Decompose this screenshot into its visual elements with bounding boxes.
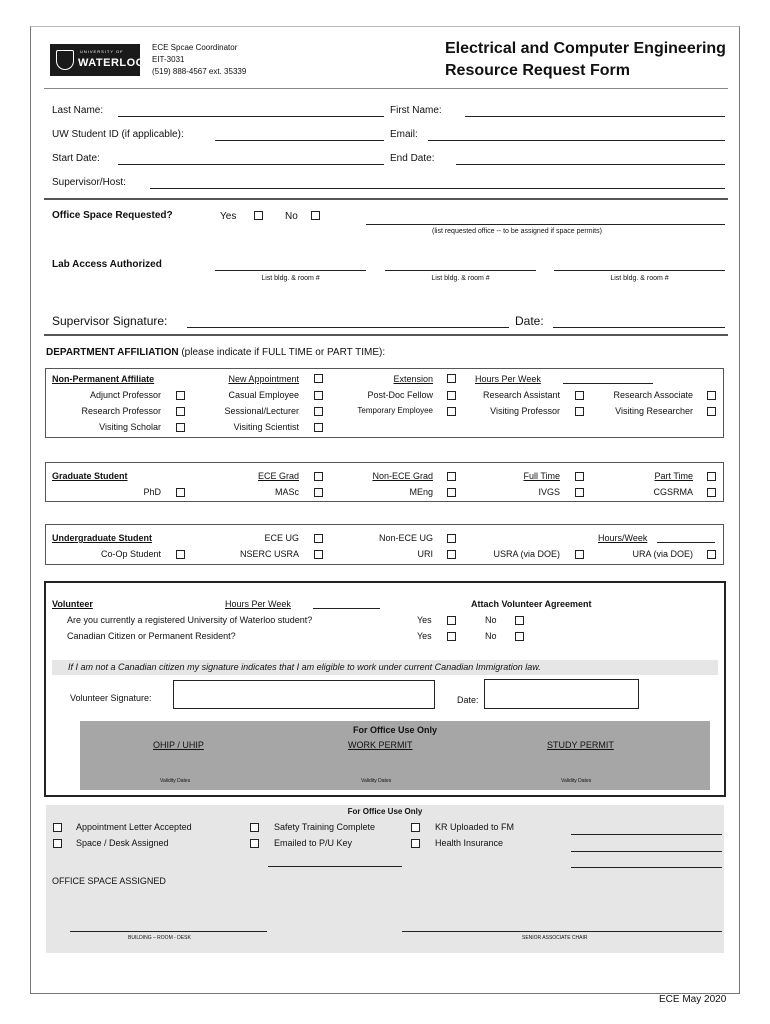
lab-room-field-3[interactable] bbox=[554, 270, 725, 271]
temporary-employee-label: Temporary Employee bbox=[357, 406, 433, 415]
visiting-scientist-label: Visiting Scientist bbox=[233, 422, 299, 432]
new-appointment-checkbox[interactable] bbox=[314, 374, 323, 383]
hours-per-week-label: Hours Per Week bbox=[475, 374, 541, 384]
postdoc-checkbox[interactable] bbox=[447, 391, 456, 400]
coordinator-title: ECE Spcae Coordinator bbox=[152, 43, 238, 52]
part-time-label: Part Time bbox=[654, 471, 693, 481]
adjunct-checkbox[interactable] bbox=[176, 391, 185, 400]
visiting-researcher-checkbox[interactable] bbox=[707, 407, 716, 416]
coordinator-phone: (519) 888-4567 ext. 35339 bbox=[152, 67, 247, 76]
visiting-scholar-label: Visiting Scholar bbox=[99, 422, 161, 432]
casual-label: Casual Employee bbox=[228, 390, 299, 400]
email-field[interactable] bbox=[428, 140, 725, 141]
masc-label: MASc bbox=[274, 487, 299, 497]
lab-room-field-2[interactable] bbox=[385, 270, 536, 271]
lab-room-hint: List bldg. & room # bbox=[431, 275, 490, 282]
start-date-label: Start Date: bbox=[52, 153, 100, 164]
volunteer-title: Volunteer bbox=[52, 599, 93, 609]
q2-no-checkbox[interactable] bbox=[515, 632, 524, 641]
research-professor-checkbox[interactable] bbox=[176, 407, 185, 416]
ura-checkbox[interactable] bbox=[707, 550, 716, 559]
q2-yes-label: Yes bbox=[417, 631, 432, 641]
form-title bbox=[445, 38, 726, 82]
visiting-professor-label: Visiting Professor bbox=[490, 406, 560, 416]
kr-uploaded-checkbox[interactable] bbox=[411, 823, 420, 832]
appointment-letter-checkbox[interactable] bbox=[53, 823, 62, 832]
temporary-employee-checkbox[interactable] bbox=[447, 407, 456, 416]
q1-no-label: No bbox=[485, 615, 497, 625]
ivgs-checkbox[interactable] bbox=[575, 488, 584, 497]
work-validity-label: Validity Dates bbox=[361, 778, 392, 784]
supervisor-signature-label: Supervisor Signature: bbox=[52, 314, 168, 328]
q1-yes-checkbox[interactable] bbox=[447, 616, 456, 625]
supervisor-field[interactable] bbox=[150, 188, 725, 189]
research-assistant-checkbox[interactable] bbox=[575, 391, 584, 400]
q1-no-checkbox[interactable] bbox=[515, 616, 524, 625]
emailed-key-label: Emailed to P/U Key bbox=[274, 838, 353, 848]
extension-label: Extension bbox=[393, 374, 433, 384]
dept-heading-rest: (please indicate if FULL TIME or PART TIME): bbox=[178, 347, 386, 358]
title-line1: Electrical and Computer Engineering bbox=[445, 40, 726, 57]
ece-grad-label: ECE Grad bbox=[257, 471, 299, 481]
divider bbox=[44, 88, 728, 89]
cgsrma-label: CGSRMA bbox=[653, 487, 693, 497]
volunteer-hours-label: Hours Per Week bbox=[225, 599, 291, 609]
associate-chair-signature-field[interactable] bbox=[402, 931, 722, 932]
research-associate-checkbox[interactable] bbox=[707, 391, 716, 400]
work-permit-label: WORK PERMIT bbox=[348, 740, 413, 750]
non-ece-grad-label: Non-ECE Grad bbox=[372, 471, 433, 481]
volunteer-office-use-label: For Office Use Only bbox=[352, 725, 438, 735]
office-no-label: No bbox=[285, 211, 298, 222]
lab-access-label: Lab Access Authorized bbox=[52, 259, 162, 270]
ece-grad-checkbox[interactable] bbox=[314, 472, 323, 481]
lab-room-hint: List bldg. & room # bbox=[610, 275, 669, 282]
appointment-letter-label: Appointment Letter Accepted bbox=[76, 822, 192, 832]
research-assistant-label: Research Assistant bbox=[482, 390, 560, 400]
casual-checkbox[interactable] bbox=[314, 391, 323, 400]
extension-checkbox[interactable] bbox=[447, 374, 456, 383]
kr-uploaded-label: KR Uploaded to FM bbox=[435, 822, 515, 832]
supervisor-label: Supervisor/Host: bbox=[52, 177, 126, 188]
nserc-label: NSERC USRA bbox=[239, 549, 299, 559]
coop-label: Co-Op Student bbox=[100, 549, 161, 559]
office-use-title: For Office Use Only bbox=[347, 807, 423, 816]
ohip-label: OHIP / UHIP bbox=[153, 740, 204, 750]
coordinator-room: EIT-3031 bbox=[152, 55, 185, 64]
supervisor-signature-field[interactable] bbox=[187, 327, 509, 328]
visiting-scientist-checkbox[interactable] bbox=[314, 423, 323, 432]
footer-version: ECE May 2020 bbox=[659, 994, 727, 1005]
ohip-validity-label: Validity Dates bbox=[160, 778, 191, 784]
ece-ug-label: ECE UG bbox=[264, 533, 299, 543]
last-name-label: Last Name: bbox=[52, 105, 104, 116]
non-ece-ug-label: Non-ECE UG bbox=[378, 533, 433, 543]
first-name-field[interactable] bbox=[465, 116, 725, 117]
full-time-label: Full Time bbox=[523, 471, 560, 481]
space-assigned-checkbox[interactable] bbox=[53, 839, 62, 848]
safety-training-checkbox[interactable] bbox=[250, 823, 259, 832]
sessional-label: Sessional/Lecturer bbox=[224, 406, 299, 416]
phd-label: PhD bbox=[143, 487, 161, 497]
ug-hours-label: Hours/Week bbox=[598, 533, 648, 543]
office-note-line-4[interactable] bbox=[571, 867, 722, 868]
q1-yes-label: Yes bbox=[417, 615, 432, 625]
office-note-line-3[interactable] bbox=[268, 866, 402, 867]
uri-label: URI bbox=[417, 549, 433, 559]
building-room-desk-field[interactable] bbox=[70, 931, 267, 932]
student-id-label: UW Student ID (if applicable): bbox=[52, 129, 184, 140]
office-space-assigned-label: OFFICE SPACE ASSIGNED bbox=[52, 876, 166, 886]
volunteer-signature-label: Volunteer Signature: bbox=[70, 693, 152, 703]
crest-icon bbox=[56, 50, 74, 70]
ece-ug-checkbox[interactable] bbox=[314, 534, 323, 543]
logo-name: WATERLOO bbox=[78, 57, 145, 69]
lab-room-hint: List bldg. & room # bbox=[261, 275, 320, 282]
volunteer-hours-field[interactable] bbox=[313, 608, 380, 609]
coop-checkbox[interactable] bbox=[176, 550, 185, 559]
requested-office-field[interactable] bbox=[366, 224, 725, 225]
email-label: Email: bbox=[390, 129, 418, 140]
ug-hours-field[interactable] bbox=[657, 542, 715, 543]
office-hint: (list requested office -- to be assigned if space permits) bbox=[432, 228, 602, 235]
sessional-checkbox[interactable] bbox=[314, 407, 323, 416]
grad-title: Graduate Student bbox=[52, 471, 128, 481]
usra-checkbox[interactable] bbox=[575, 550, 584, 559]
visiting-professor-checkbox[interactable] bbox=[575, 407, 584, 416]
new-appointment-label: New Appointment bbox=[228, 374, 299, 384]
usra-label: USRA (via DOE) bbox=[493, 549, 560, 559]
divider bbox=[44, 334, 728, 336]
end-date-field[interactable] bbox=[456, 164, 725, 165]
office-yes-label: Yes bbox=[220, 211, 237, 222]
q2-yes-checkbox[interactable] bbox=[447, 632, 456, 641]
emailed-key-checkbox[interactable] bbox=[250, 839, 259, 848]
signature-date-label: Date: bbox=[515, 314, 544, 328]
meng-label: MEng bbox=[409, 487, 433, 497]
health-insurance-checkbox[interactable] bbox=[411, 839, 420, 848]
ivgs-label: IVGS bbox=[538, 487, 560, 497]
waterloo-logo bbox=[50, 44, 145, 76]
volunteer-date-field[interactable] bbox=[484, 679, 639, 709]
cgsrma-checkbox[interactable] bbox=[707, 488, 716, 497]
registered-student-question: Are you currently a registered University of Waterloo student? bbox=[67, 615, 313, 625]
start-date-field[interactable] bbox=[118, 164, 384, 165]
office-yes-checkbox[interactable] bbox=[254, 211, 263, 220]
coordinator-info bbox=[152, 42, 246, 78]
office-space-label: Office Space Requested? bbox=[52, 210, 173, 221]
space-assigned-label: Space / Desk Assigned bbox=[76, 838, 169, 848]
research-associate-label: Research Associate bbox=[613, 390, 693, 400]
logo-university: UNIVERSITY OF bbox=[80, 49, 124, 54]
undergrad-title: Undergraduate Student bbox=[52, 533, 153, 543]
uri-checkbox[interactable] bbox=[447, 550, 456, 559]
visiting-researcher-label: Visiting Researcher bbox=[615, 406, 693, 416]
office-note-line-1[interactable] bbox=[571, 834, 722, 835]
visiting-scholar-checkbox[interactable] bbox=[176, 423, 185, 432]
research-professor-label: Research Professor bbox=[81, 406, 161, 416]
adjunct-label: Adjunct Professor bbox=[89, 390, 161, 400]
study-validity-label: Validity Dates bbox=[561, 778, 592, 784]
office-no-checkbox[interactable] bbox=[311, 211, 320, 220]
last-name-field[interactable] bbox=[118, 116, 384, 117]
full-time-checkbox[interactable] bbox=[575, 472, 584, 481]
q2-no-label: No bbox=[485, 631, 497, 641]
hours-per-week-field[interactable] bbox=[563, 383, 653, 384]
associate-chair-label: SENIOR ASSOCIATE CHAIR bbox=[522, 935, 588, 941]
ura-label: URA (via DOE) bbox=[632, 549, 693, 559]
part-time-checkbox[interactable] bbox=[707, 472, 716, 481]
dept-heading bbox=[46, 347, 385, 358]
nserc-checkbox[interactable] bbox=[314, 550, 323, 559]
office-note-line-2[interactable] bbox=[571, 851, 722, 852]
signature-date-field[interactable] bbox=[553, 327, 725, 328]
lab-room-field-1[interactable] bbox=[215, 270, 366, 271]
end-date-label: End Date: bbox=[390, 153, 435, 164]
health-insurance-label: Health Insurance bbox=[435, 838, 504, 848]
phd-checkbox[interactable] bbox=[176, 488, 185, 497]
dept-heading-bold: DEPARTMENT AFFILIATION bbox=[46, 347, 179, 358]
non-ece-grad-checkbox[interactable] bbox=[447, 472, 456, 481]
title-line2: Resource Request Form bbox=[445, 62, 630, 79]
masc-checkbox[interactable] bbox=[314, 488, 323, 497]
nonperm-title: Non-Permanent Affiliate bbox=[52, 374, 155, 384]
non-ece-ug-checkbox[interactable] bbox=[447, 534, 456, 543]
volunteer-date-label: Date: bbox=[457, 695, 479, 705]
meng-checkbox[interactable] bbox=[447, 488, 456, 497]
immigration-statement: If I am not a Canadian citizen my signature indicates that I am eligible to work under current Canadian Immigration law. bbox=[68, 662, 541, 672]
citizen-question: Canadian Citizen or Permanent Resident? bbox=[67, 631, 236, 641]
volunteer-signature-field[interactable] bbox=[173, 680, 435, 709]
first-name-label: First Name: bbox=[390, 105, 442, 116]
safety-training-label: Safety Training Complete bbox=[274, 822, 376, 832]
study-permit-label: STUDY PERMIT bbox=[547, 740, 614, 750]
building-room-desk-label: BUILDING – ROOM - DESK bbox=[128, 935, 191, 941]
student-id-field[interactable] bbox=[215, 140, 384, 141]
attach-agreement-label: Attach Volunteer Agreement bbox=[471, 599, 592, 609]
postdoc-label: Post-Doc Fellow bbox=[367, 390, 433, 400]
divider bbox=[44, 198, 728, 200]
